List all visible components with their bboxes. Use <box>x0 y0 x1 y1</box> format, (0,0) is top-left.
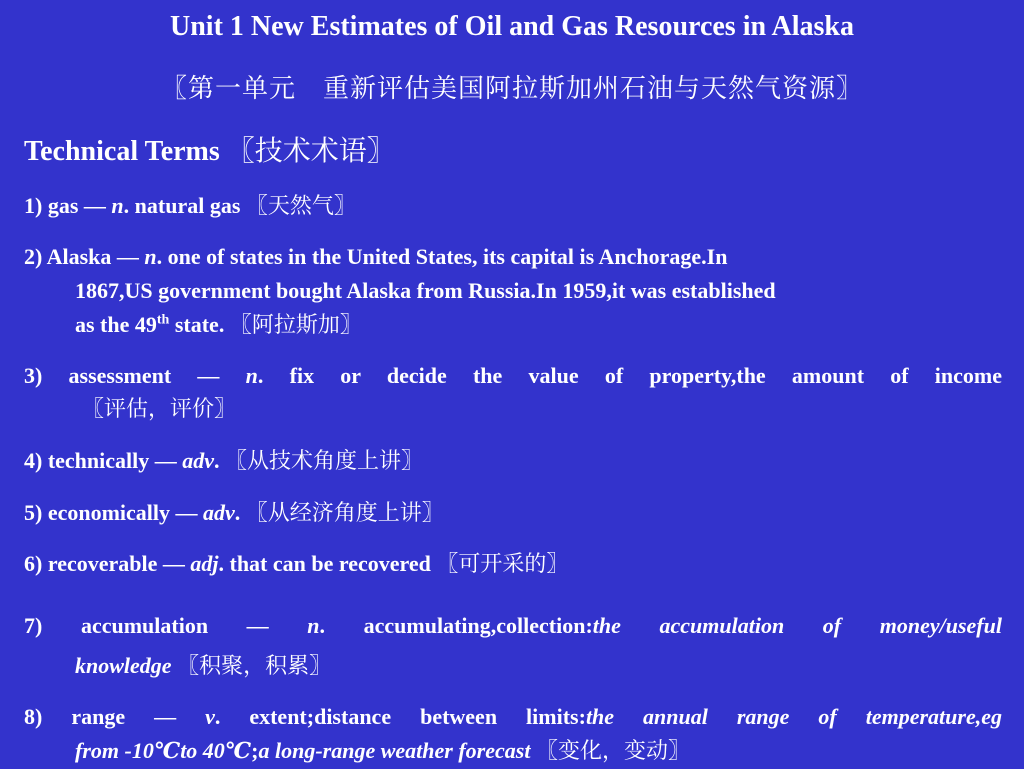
part-of-speech: n <box>111 193 124 218</box>
term-number: 3) assessment — <box>24 363 246 388</box>
definition-line: as the 49 <box>75 312 157 337</box>
term-chinese: 〖从经济角度上讲〗 <box>245 501 444 526</box>
part-of-speech: v <box>205 704 215 729</box>
term-chinese: 〖评估，评价〗 <box>82 397 237 422</box>
part-of-speech: adv <box>203 500 235 525</box>
term-number: 4) technically — <box>24 448 183 473</box>
term-example: the accumulation of money/useful <box>592 613 1002 638</box>
part-of-speech: adj <box>190 551 219 576</box>
heading-chinese: 〖技术术语〗 <box>226 134 395 167</box>
part-of-speech: n <box>245 363 258 388</box>
term-item-alaska <box>24 240 1002 343</box>
term-definition: . fix or decide the value of property,the amount of income <box>257 363 1002 388</box>
term-number: 1) gas — <box>24 193 112 218</box>
term-chinese: 〖可开采的〗 <box>436 552 569 577</box>
section-heading <box>24 134 395 169</box>
part-of-speech: n <box>144 244 157 269</box>
term-number: 7) accumulation — <box>24 613 308 638</box>
part-of-speech: adv <box>182 448 215 473</box>
term-definition: . that can be recovered <box>218 551 437 576</box>
term-chinese: 〖从技术角度上讲〗 <box>225 449 424 474</box>
term-item-range <box>24 700 1002 769</box>
term-item-accumulation <box>24 606 1002 687</box>
term-item-recoverable <box>24 547 1002 582</box>
term-number: 6) recoverable — <box>24 551 191 576</box>
term-example: knowledge <box>75 653 178 678</box>
term-definition-continued <box>24 646 1002 687</box>
term-definition-continued <box>24 274 1002 308</box>
term-example: the annual range of temperature,eg <box>585 704 1002 729</box>
term-definition: . extent;distance between limits: <box>214 704 586 729</box>
term-definition: . natural gas <box>123 193 246 218</box>
term-chinese: 〖阿拉斯加〗 <box>229 313 362 338</box>
term-definition: . accumulating,collection: <box>319 613 593 638</box>
term-item-technically <box>24 444 1002 479</box>
definition-line: 1867,US government bought Alaska from Russia.In 1959,it was established <box>75 278 776 303</box>
term-number: 5) economically — <box>24 500 204 525</box>
term-number: 2) Alaska — <box>24 244 145 269</box>
term-number: 8) range — <box>24 704 206 729</box>
term-definition-continued <box>24 734 1002 769</box>
term-item-gas <box>24 189 1002 224</box>
definition-line: state. <box>169 312 230 337</box>
term-definition: . <box>214 448 226 473</box>
term-line <box>24 359 1002 393</box>
term-definition: . <box>234 500 246 525</box>
term-item-assessment <box>24 359 1002 427</box>
term-definition-continued <box>24 308 1002 343</box>
part-of-speech: n <box>307 613 320 638</box>
term-definition: . one of states in the United States, its capital is Anchorage.In <box>156 244 728 269</box>
heading-english: Technical Terms <box>24 136 227 167</box>
term-chinese: 〖天然气〗 <box>245 194 356 219</box>
superscript: th <box>156 312 170 328</box>
page-subtitle-chinese: 〖第一单元 重新评估美国阿拉斯加州石油与天然气资源〗 <box>160 74 863 104</box>
term-chinese: 〖变化，变动〗 <box>535 739 690 764</box>
term-example: from -10℃to 40℃ <box>75 738 252 763</box>
term-line <box>24 606 1002 646</box>
term-item-economically <box>24 496 1002 531</box>
term-example: a long-range weather forecast <box>258 738 536 763</box>
term-chinese: 〖积聚，积累〗 <box>177 654 332 679</box>
term-line <box>24 700 1002 734</box>
page-title: Unit 1 New Estimates of Oil and Gas Resources in Alaska <box>170 11 854 42</box>
separator: ; <box>251 738 259 763</box>
